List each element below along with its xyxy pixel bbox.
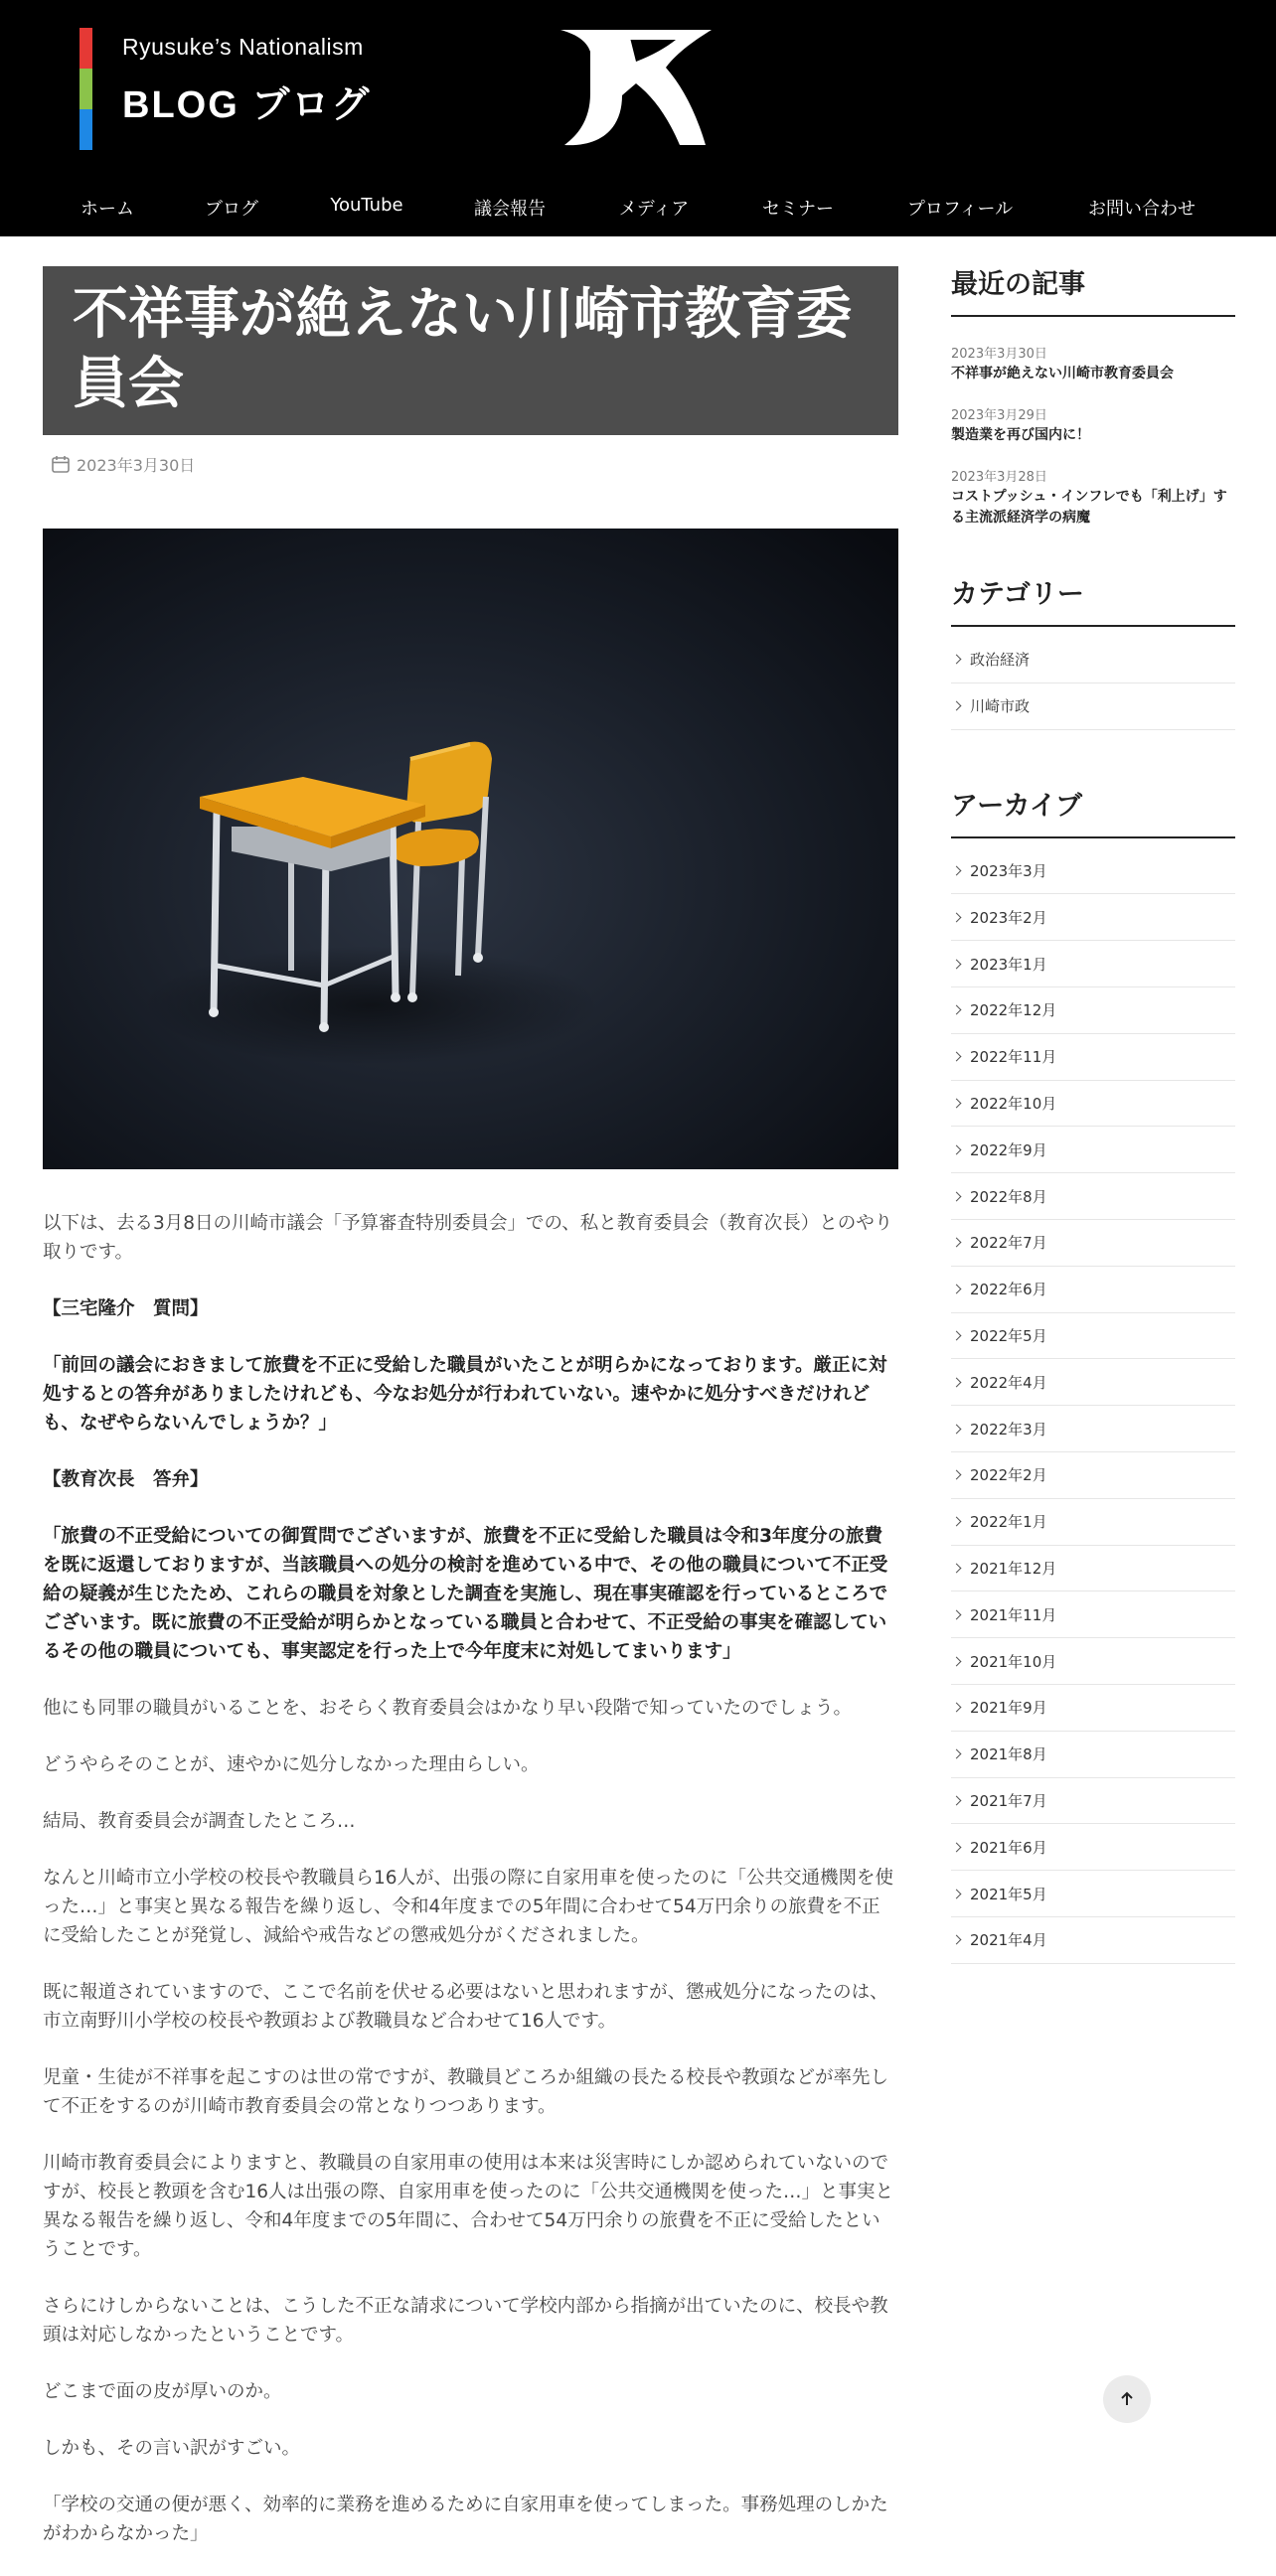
- post-paragraph-question: 「前回の議会におきまして旅費を不正に受給した職員がいたことが明らかになっております。厳正に対処するとの答弁がありましたけれども、今なお処分が行われていない。速やかに処分すべきだけれども、なぜやらないんでしょうか？」: [43, 1355, 887, 1434]
- post-paragraph: 結局、教育委員会が調査したところ…: [43, 1811, 356, 1832]
- post-date-row: [43, 451, 898, 477]
- archive-label: 2021年10月: [970, 1652, 1057, 1671]
- chevron-right-icon: [952, 701, 962, 711]
- post-paragraph-answer: 「旅費の不正受給についての御質問でございますが、旅費を不正に受給した職員は令和3年度分の旅費を既に返還しておりますが、当該職員への処分の検討を進めている中で、その他の職員について不正受給の疑義が生じたため、これらの職員を対象とした調査を実施し、現在事実確認を行っているところでございます。既に旅費の不正受給が明らかとなっている職員と合わせて、不正受給の事実を確認しているその他の職員についても、事実認定を行った上で今年度末に対処してまいります」: [43, 1526, 888, 1662]
- recent-post-date: 2023年3月28日: [951, 470, 1047, 485]
- archive-item[interactable]: [951, 1220, 1235, 1267]
- archive-item[interactable]: [951, 1127, 1235, 1173]
- archive-label: 2022年4月: [970, 1373, 1047, 1392]
- category-item[interactable]: [951, 637, 1235, 683]
- chevron-right-icon: [952, 1517, 962, 1527]
- recent-post-link[interactable]: 不祥事が絶えない川崎市教育委員会: [951, 366, 1174, 381]
- site-header: [0, 0, 1276, 236]
- chevron-right-icon: [952, 1935, 962, 1945]
- archive-item[interactable]: [951, 1406, 1235, 1452]
- featured-image: [43, 529, 898, 1169]
- archive-title: アーカイブ: [951, 784, 1235, 838]
- post-paragraph: 児童・生徒が不祥事を起こすのは世の常ですが、教職員どころか組織の長たる校長や教頭などが率先して不正をするのが川崎市教育委員会の常となりつつあります。: [43, 2067, 889, 2117]
- chevron-right-icon: [952, 655, 962, 665]
- archive-label: 2022年11月: [970, 1048, 1057, 1067]
- archive-label: 2021年4月: [970, 1931, 1047, 1950]
- recent-post-item: [951, 466, 1235, 529]
- archive-item[interactable]: [951, 1546, 1235, 1592]
- site-title-en: BLOG: [122, 84, 239, 126]
- archive-label: 2021年11月: [970, 1605, 1057, 1624]
- archive-list: [951, 848, 1235, 1964]
- archive-label: 2023年3月: [970, 861, 1047, 880]
- post-body: [43, 1209, 898, 2548]
- archive-item[interactable]: [951, 1685, 1235, 1732]
- chevron-right-icon: [952, 1563, 962, 1573]
- post-title-box: [43, 266, 898, 435]
- archive-item[interactable]: [951, 1173, 1235, 1220]
- chevron-right-icon: [952, 866, 962, 876]
- chevron-right-icon: [952, 1377, 962, 1387]
- post-paragraph: 川崎市教育委員会によりますと、教職員の自家用車の使用は本来は災害時にしか認められていないのですが、校長と教頭を含む16人は出張の際、自家用車を使ったのに「公共交通機関を使った…」と事実と異なる報告を繰り返し、令和4年度までの5年間に、合わせて54万円余りの旅費を不正に受給したということです。: [43, 2153, 894, 2260]
- nav-profile[interactable]: プロフィール: [906, 199, 1014, 220]
- archive-item[interactable]: [951, 1778, 1235, 1825]
- archive-label: 2022年12月: [970, 1001, 1057, 1020]
- nav-seminar[interactable]: セミナー: [762, 199, 834, 220]
- category-list: [951, 637, 1235, 730]
- calendar-icon: [51, 454, 71, 474]
- nav-media[interactable]: メディア: [618, 199, 690, 220]
- school-desk-illustration: [43, 529, 898, 1169]
- site-subtitle[interactable]: Ryusuke’s Nationalism: [122, 34, 364, 60]
- recent-posts-title: 最近の記事: [951, 262, 1235, 317]
- chevron-right-icon: [952, 1331, 962, 1341]
- chevron-right-icon: [952, 912, 962, 922]
- post-paragraph-question-label: 【三宅隆介 質問】: [43, 1298, 209, 1319]
- archive-label: 2021年7月: [970, 1791, 1047, 1810]
- archive-label: 2022年9月: [970, 1140, 1047, 1159]
- archive-label: 2022年7月: [970, 1234, 1047, 1253]
- recent-post-link[interactable]: 製造業を再び国内に！: [951, 427, 1090, 443]
- chevron-right-icon: [952, 1099, 962, 1109]
- chevron-right-icon: [952, 1795, 962, 1805]
- recent-post-link[interactable]: コストプッシュ・インフレでも「利上げ」する主流派経済学の病魔: [951, 489, 1227, 526]
- chevron-right-icon: [952, 1842, 962, 1852]
- post-paragraph-answer-label: 【教育次長 答弁】: [43, 1469, 209, 1490]
- archive-label: 2022年2月: [970, 1466, 1047, 1485]
- post-paragraph: なんと川崎市立小学校の校長や教職員ら16人が、出張の際に自家用車を使ったのに「公共交通機関を使った…」と事実と異なる報告を繰り返し、令和4年度までの5年間に合わせて54万円余りの旅費を不正に受給したことが発覚し、減給や戒告などの懲戒処分がくだされました。: [43, 1868, 894, 1946]
- chevron-right-icon: [952, 1656, 962, 1666]
- archive-label: 2021年9月: [970, 1699, 1047, 1718]
- archive-label: 2021年12月: [970, 1559, 1057, 1578]
- post-paragraph: さらにけしからないことは、こうした不正な請求について学校内部から指摘が出ていたのに、校長や教頭は対応しなかったということです。: [43, 2296, 888, 2346]
- main-nav: [0, 189, 1276, 228]
- recent-post-item: [951, 404, 1235, 446]
- chevron-right-icon: [952, 1703, 962, 1713]
- archive-item[interactable]: [951, 1359, 1235, 1406]
- archive-item[interactable]: [951, 1638, 1235, 1685]
- post-paragraph: 既に報道されていますので、ここで名前を伏せる必要はないと思われますが、懲戒処分になったのは、市立南野川小学校の校長や教頭および教職員など合わせて16人です。: [43, 1982, 888, 2032]
- archive-item[interactable]: [951, 1591, 1235, 1638]
- archive-label: 2022年6月: [970, 1281, 1047, 1299]
- archive-label: 2022年8月: [970, 1187, 1047, 1206]
- archive-label: 2022年1月: [970, 1513, 1047, 1532]
- jr-monogram-icon[interactable]: [557, 26, 716, 149]
- chevron-right-icon: [952, 1052, 962, 1062]
- chevron-right-icon: [952, 1424, 962, 1434]
- archive-label: 2022年3月: [970, 1420, 1047, 1439]
- archive-item[interactable]: [951, 894, 1235, 941]
- archive-item[interactable]: [951, 987, 1235, 1034]
- category-item[interactable]: [951, 683, 1235, 730]
- archive-item[interactable]: [951, 1452, 1235, 1499]
- brand-bar-blue: [80, 109, 92, 150]
- archive-item[interactable]: [951, 1081, 1235, 1128]
- post-paragraph: どうやらそのことが、速やかに処分しなかった理由らしい。: [43, 1754, 540, 1775]
- chevron-right-icon: [952, 1749, 962, 1759]
- archive-label: 2023年2月: [970, 908, 1047, 927]
- archive-label: 2021年8月: [970, 1745, 1047, 1764]
- chevron-right-icon: [952, 1470, 962, 1480]
- archive-item[interactable]: [951, 1034, 1235, 1081]
- archive-label: 2022年10月: [970, 1094, 1057, 1113]
- post-paragraph: 「学校の交通の便が悪く、効率的に業務を進めるために自家用車を使ってしまった。事務処理のしかたがわからなかった」: [43, 2495, 888, 2544]
- chevron-right-icon: [952, 959, 962, 969]
- archive-item[interactable]: [951, 1267, 1235, 1313]
- archive-item[interactable]: [951, 941, 1235, 987]
- recent-post-item: [951, 343, 1235, 384]
- category-title: カテゴリー: [951, 572, 1235, 627]
- nav-youtube[interactable]: YouTube: [330, 195, 403, 216]
- archive-item[interactable]: [951, 848, 1235, 895]
- archive-label: 2021年6月: [970, 1838, 1047, 1857]
- post-paragraph: 他にも同罪の職員がいることを、おそらく教育委員会はかなり早い段階で知っていたのでしょう。: [43, 1698, 853, 1719]
- nav-council-report[interactable]: 議会報告: [474, 199, 546, 220]
- chevron-right-icon: [952, 1609, 962, 1619]
- archive-item[interactable]: [951, 1917, 1235, 1964]
- chevron-right-icon: [952, 1144, 962, 1154]
- archive-label: 2021年5月: [970, 1885, 1047, 1903]
- archive-item[interactable]: [951, 1824, 1235, 1871]
- brand-color-bar: [80, 28, 92, 151]
- site-title[interactable]: [122, 74, 371, 128]
- recent-post-date: 2023年3月30日: [951, 347, 1047, 362]
- nav-contact[interactable]: お問い合わせ: [1088, 199, 1196, 220]
- post-paragraph: どこまで面の皮が厚いのか。: [43, 2381, 282, 2402]
- post-date: 2023年3月30日: [77, 455, 196, 475]
- nav-home[interactable]: ホーム: [80, 199, 134, 220]
- archive-item[interactable]: [951, 1313, 1235, 1360]
- site-title-jp: ブログ: [251, 82, 372, 126]
- main-content: [43, 266, 898, 2576]
- brand-bar-red: [80, 28, 92, 69]
- nav-blog[interactable]: ブログ: [205, 199, 258, 220]
- category-label: 川崎市政: [970, 697, 1031, 716]
- post-title: 不祥事が絶えない川崎市教育委員会: [73, 282, 852, 416]
- back-to-top-button[interactable]: [1103, 2375, 1151, 2423]
- archive-label: 2022年5月: [970, 1326, 1047, 1345]
- chevron-right-icon: [952, 1238, 962, 1248]
- chevron-right-icon: [952, 1191, 962, 1201]
- archive-item[interactable]: [951, 1871, 1235, 1917]
- archive-label: 2023年1月: [970, 955, 1047, 974]
- archive-item[interactable]: [951, 1732, 1235, 1778]
- sidebar: [951, 262, 1235, 2018]
- brand-bar-green: [80, 69, 92, 109]
- post-paragraph: 以下は、去る3月8日の川崎市議会「予算審査特別委員会」での、私と教育委員会（教育次長）とのやり取りです。: [43, 1213, 893, 1263]
- category-label: 政治経済: [970, 651, 1031, 670]
- arrow-up-icon: [1118, 2390, 1136, 2408]
- archive-item[interactable]: [951, 1499, 1235, 1546]
- recent-post-date: 2023年3月29日: [951, 408, 1047, 423]
- post-paragraph: しかも、その言い訳がすごい。: [43, 2438, 301, 2459]
- recent-posts-list: [951, 343, 1235, 529]
- chevron-right-icon: [952, 1285, 962, 1294]
- chevron-right-icon: [952, 1889, 962, 1898]
- chevron-right-icon: [952, 1005, 962, 1015]
